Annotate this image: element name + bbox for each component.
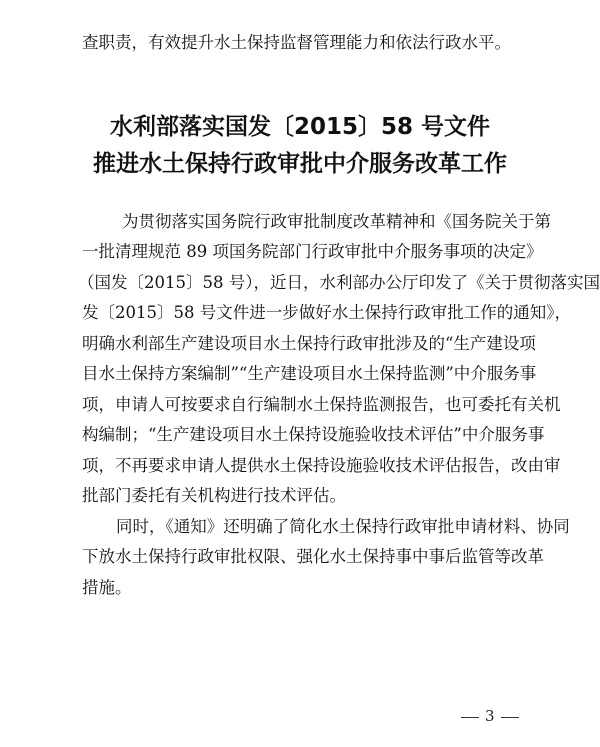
paragraph-line: 为贯彻落实国务院行政审批制度改革精神和《国务院关于第: [122, 212, 551, 231]
paragraph-line: 一批清理规范 89 项国务院部门行政审批中介服务事项的决定》: [82, 242, 543, 261]
paragraph-line: 措施。: [82, 578, 132, 597]
paragraph-line: 发〔2015〕58 号文件进一步做好水土保持行政审批工作的通知》，: [82, 303, 571, 322]
paragraph-line: 项，申请人可按要求自行编制水土保持监测报告，也可委托有关机: [82, 395, 561, 414]
page-number-left-dash: [461, 717, 479, 718]
paragraph-line: 批部门委托有关机构进行技术评估。: [82, 486, 346, 505]
paragraph-line: 同时，《通知》还明确了简化水土保持行政审批申请材料、协同: [116, 517, 570, 536]
page-number-right-dash: [501, 717, 519, 718]
paragraph-line: 明确水利部生产建设项目水土保持行政审批涉及的“生产建设项: [82, 334, 536, 353]
page-number-value: 3: [485, 707, 495, 725]
paragraph-line: 目水土保持方案编制”“生产建设项目水土保持监测”中介服务事: [82, 364, 537, 383]
carryover-text-line: 查职责，有效提升水土保持监督管理能力和依法行政水平。: [82, 33, 511, 52]
paragraph-line: 构编制；“生产建设项目水土保持设施验收技术评估”中介服务事: [82, 425, 545, 444]
paragraph-line: （国发〔2015〕58 号），近日，水利部办公厅印发了《关于贯彻落实国: [78, 273, 600, 292]
paragraph-line: 项，不再要求申请人提供水土保持设施验收技术评估报告，改由审: [82, 456, 561, 475]
paragraph-line: 下放水土保持行政审批权限、强化水土保持事中事后监管等改革: [82, 547, 544, 566]
document-title-line-2: 推进水土保持行政审批中介服务改革工作: [93, 151, 507, 177]
page-number: [455, 706, 525, 726]
document-title-line-1: 水利部落实国发〔2015〕58 号文件: [109, 114, 491, 140]
